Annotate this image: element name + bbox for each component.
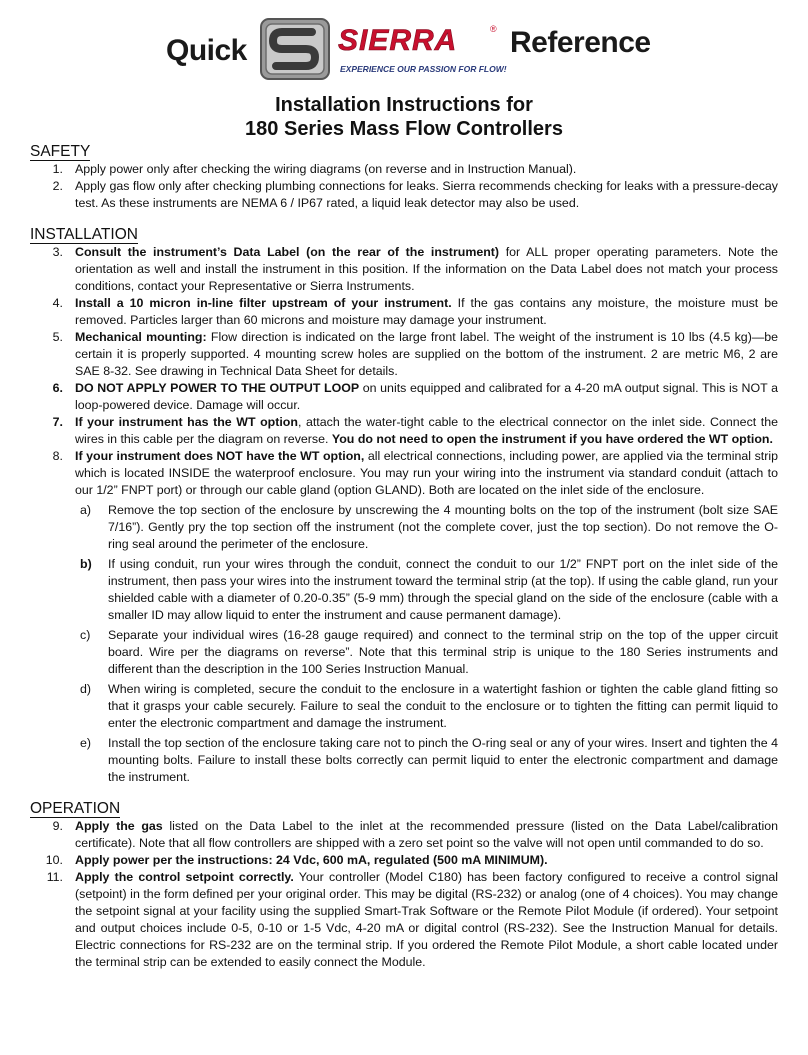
page-header xyxy=(0,14,808,80)
operation-heading: OPERATION xyxy=(30,800,121,817)
installation-item-8: 8. If your instrument does NOT have the WT option, all electrical connections, including power, are applied via the terminal strip which is located INSIDE the waterproof enclosure. You may run your wiring into the instrument via standard conduit (attach to our 1/2” FNPT port) or through our cable gland (option GLAND). Both are located on the inlet side of the enclosure. xyxy=(52,449,778,497)
installation-heading: INSTALLATION xyxy=(30,226,138,243)
installation-item-6: 6. DO NOT APPLY POWER TO THE OUTPUT LOOP on units equipped and calibrated for a 4-20 mA output signal. This is NOT a loop-powered device. Damage will occur. xyxy=(52,381,778,412)
operation-item-9: 9. Apply the gas listed on the Data Label to the inlet at the recommended pressure (listed on the Data Label/calibration certificate). Note that all flow controllers are shipped with a zero set point so the valve will not open until commanded to do so. xyxy=(52,819,778,850)
brand-registered-mark: ® xyxy=(490,24,497,34)
document-body xyxy=(30,140,778,971)
document-title-line-1: Installation Instructions for xyxy=(275,94,533,116)
brand-name: SIERRA xyxy=(338,24,458,57)
installation-sub-item-a: a) Remove the top section of the enclosure by unscrewing the 4 mounting bolts on the top of the instrument (bolt size SAE 7/16”). Gently pry the top section off the instrument (not the complete cover, just the top section). Do not remove the O-ring seal around the perimeter of the enclosure. xyxy=(80,503,778,551)
sierra-s-logo-icon xyxy=(260,18,330,80)
installation-item-5: 5. Mechanical mounting: Flow direction is indicated on the large front label. The weight of the instrument is 10 lbs (4.5 kg)—be certain it is properly supported. 4 mounting screw holes are supplied on the bottom of the instrument. 2 are metric M6, 2 are SAE 8-32. See drawing in Technical Data Sheet for details. xyxy=(52,330,778,378)
installation-sub-item-c: c) Separate your individual wires (16-28 gauge required) and connect to the terminal strip on the top of the upper circuit board. Wire per the diagrams on reverse”. Note that this terminal strip is unique to the 180 Series instruments and different than the description in the 100 Series Instruction Manual. xyxy=(80,628,778,676)
operation-item-10: 10. Apply power per the instructions: 24 Vdc, 600 mA, regulated (500 mA MINIMUM). xyxy=(45,853,548,867)
installation-item-4: 4. Install a 10 micron in-line filter upstream of your instrument. If the gas contains any moisture, the moisture must be removed. Particles larger than 60 microns and moisture may damage your instrument. xyxy=(52,296,779,327)
header-quick-text: Quick xyxy=(166,34,247,67)
operation-item-11: 11. Apply the control setpoint correctly. Your controller (Model C180) has been factory configured to receive a control signal (setpoint) in the form defined per your original order. This may be digital (RS-232) or analog (one of 4 choices). You may change the setpoint signal at your facility using the supplied Smart-Trak Software or the Remote Pilot Module (if ordered). Your setpoint and output choices include 0-5, 0-10 or 1-5 Vdc, 4-20 mA or digital control (RS-232). See the Instruction Manual for details. Electric connections for RS-232 are on the terminal strip. If you ordered the Remote Pilot Module, a short cable located under the terminal strip can be extended to easily connect the Module. xyxy=(46,870,778,969)
safety-item-1: 1. Apply power only after checking the wiring diagrams (on reverse and in Instruction Manual). xyxy=(52,162,577,176)
document-title-line-2: 180 Series Mass Flow Controllers xyxy=(245,118,563,140)
brand-tagline: EXPERIENCE OUR PASSION FOR FLOW! xyxy=(340,64,507,74)
safety-heading: SAFETY xyxy=(30,143,91,160)
installation-sub-item-b: b) If using conduit, run your wires through the conduit, connect the conduit to our 1/2” FNPT port on the inlet side of the instrument, then pass your wires into the instrument toward the terminal strip (at the top). If using the cable gland, run your shielded cable with a diameter of 0.20-0.35” (5-9 mm) through the special gland on the side of the enclosure (cable with a smaller ID may allow liquid to enter the instrument and cause permanent damage). xyxy=(80,557,778,622)
installation-sub-item-d: d) When wiring is completed, secure the conduit to the enclosure in a watertight fashion or tighten the cable gland fitting so that it grasps your cable securely. Failure to seal the conduit to the enclosure or to tighten the fitting can permit liquid to enter the electronic compartment and damage the instrument. xyxy=(80,682,778,730)
installation-item-3: 3. Consult the instrument’s Data Label (on the rear of the instrument) for ALL proper operating parameters. Note the orientation as well and install the instrument in this position. If the information on the Data Label does not match your process conditions, contact your Representative or Sierra Instruments. xyxy=(52,245,778,293)
safety-item-2: 2. Apply gas flow only after checking plumbing connections for leaks. Sierra recommends checking for leaks with a pressure-decay test. As these instruments are NEMA 6 / IP67 rated, a liquid leak detector may also be used. xyxy=(52,179,778,210)
header-reference-text: Reference xyxy=(510,26,651,59)
installation-item-7: 7. If your instrument has the WT option, attach the water-tight cable to the electrical connector on the inlet side. Connect the wires in this cable per the diagram on reverse. You do not need to open the instrument if you have ordered the WT option. xyxy=(52,415,779,446)
installation-sub-item-e: e) Install the top section of the enclosure taking care not to pinch the O-ring seal or any of your wires. Insert and tighten the 4 mounting bolts. Failure to install these bolts correctly can permit liquid to enter the electronic compartment and damage the instrument. xyxy=(80,736,778,784)
